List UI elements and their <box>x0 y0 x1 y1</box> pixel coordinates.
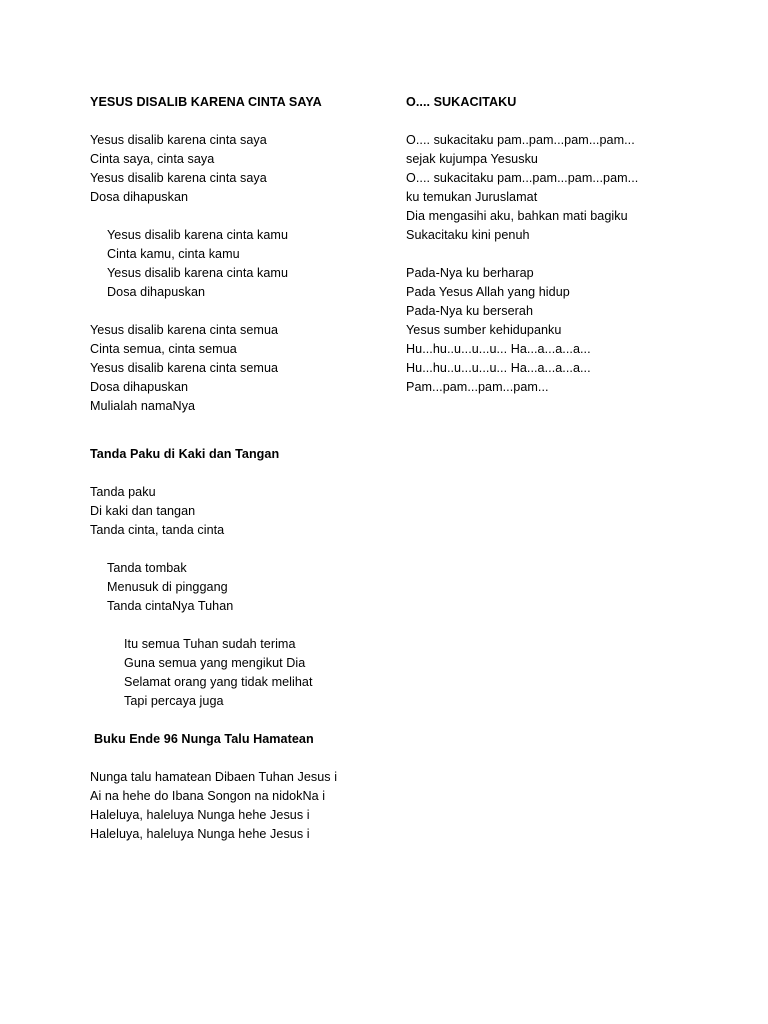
lyric-line: Haleluya, haleluya Nunga hehe Jesus i <box>90 808 310 822</box>
song-title: Tanda Paku di Kaki dan Tangan <box>90 447 280 461</box>
lyric-line: Hu...hu..u...u...u... Ha...a...a...a... <box>406 342 591 356</box>
stanza <box>90 321 390 416</box>
lyric-line: Yesus sumber kehidupanku <box>406 323 562 337</box>
stanza <box>406 131 746 245</box>
lyric-line: Pada-Nya ku berharap <box>406 266 534 280</box>
lyric-line: Yesus disalib karena cinta semua <box>90 323 279 337</box>
lyric-line: Nunga talu hamatean Dibaen Tuhan Jesus i <box>90 770 338 784</box>
lyric-line: O.... sukacitaku pam...pam...pam...pam... <box>406 171 639 185</box>
lyric-line: Pada-Nya ku berserah <box>406 304 534 318</box>
song-buku-ende-96 <box>90 730 390 844</box>
lyric-line: Pam...pam...pam...pam... <box>406 380 549 394</box>
stanza <box>90 483 390 540</box>
lyric-line: Guna semua yang mengikut Dia <box>124 656 306 670</box>
lyric-line: Menusuk di pinggang <box>107 580 228 594</box>
lyric-line: Selamat orang yang tidak melihat <box>124 675 313 689</box>
lyric-line: Dosa dihapuskan <box>90 190 189 204</box>
lyric-line: Dosa dihapuskan <box>90 380 189 394</box>
lyric-line: Cinta saya, cinta saya <box>90 152 215 166</box>
lyric-line: Haleluya, haleluya Nunga hehe Jesus i <box>90 827 310 841</box>
left-column <box>90 93 390 844</box>
song-spacer <box>90 416 390 445</box>
lyric-line: Yesus disalib karena cinta saya <box>90 133 267 147</box>
song-tanda-paku <box>90 445 390 711</box>
song-yesus-disalib <box>90 93 390 416</box>
lyric-line: Yesus disalib karena cinta kamu <box>107 228 288 242</box>
lyric-line: O.... sukacitaku pam..pam...pam...pam... <box>406 133 635 147</box>
stanza <box>90 226 390 302</box>
song-title: Buku Ende 96 Nunga Talu Hamatean <box>94 732 314 746</box>
song-title: YESUS DISALIB KARENA CINTA SAYA <box>90 95 322 109</box>
stanza <box>406 264 746 397</box>
stanza <box>90 768 390 844</box>
lyric-line: Tanda cintaNya Tuhan <box>107 599 234 613</box>
lyric-line: Pada Yesus Allah yang hidup <box>406 285 570 299</box>
lyric-line: ku temukan Juruslamat <box>406 190 538 204</box>
lyric-line: Mulialah namaNya <box>90 399 196 413</box>
stanza <box>90 635 390 711</box>
song-title: O.... SUKACITAKU <box>406 95 517 109</box>
lyric-line: Tapi percaya juga <box>124 694 224 708</box>
lyric-line: Yesus disalib karena cinta kamu <box>107 266 288 280</box>
lyric-line: Tanda tombak <box>107 561 187 575</box>
lyric-line: Itu semua Tuhan sudah terima <box>124 637 296 651</box>
lyric-line: Yesus disalib karena cinta saya <box>90 171 267 185</box>
lyric-line: Tanda cinta, tanda cinta <box>90 523 225 537</box>
stanza <box>90 559 390 616</box>
lyric-line: Hu...hu..u...u...u... Ha...a...a...a... <box>406 361 591 375</box>
lyric-line: Di kaki dan tangan <box>90 504 196 518</box>
lyric-line: Sukacitaku kini penuh <box>406 228 530 242</box>
lyric-line: Cinta semua, cinta semua <box>90 342 237 356</box>
lyric-line: sejak kujumpa Yesusku <box>406 152 538 166</box>
lyric-line: Cinta kamu, cinta kamu <box>107 247 240 261</box>
lyric-line: Ai na hehe do Ibana Songon na nidokNa i <box>90 789 326 803</box>
lyric-line: Dia mengasihi aku, bahkan mati bagiku <box>406 209 628 223</box>
right-column <box>406 93 746 397</box>
lyric-line: Tanda paku <box>90 485 156 499</box>
lyric-line: Yesus disalib karena cinta semua <box>90 361 279 375</box>
stanza <box>90 131 390 207</box>
song-o-sukacitaku <box>406 93 746 397</box>
lyric-line: Dosa dihapuskan <box>107 285 206 299</box>
